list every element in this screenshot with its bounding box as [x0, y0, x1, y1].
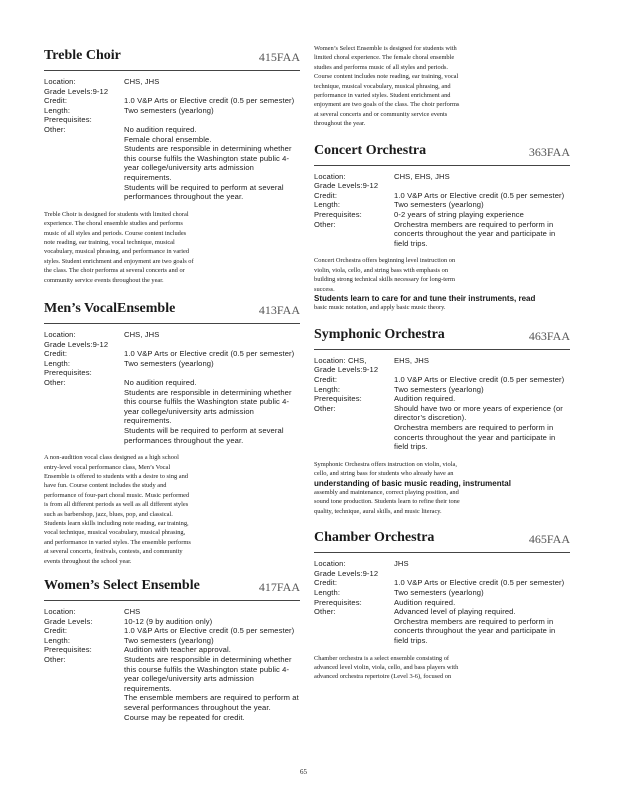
course-womens-select-ensemble: [44, 578, 300, 722]
credit-label: Credit:: [314, 375, 338, 385]
length-value: Two semesters (yearlong): [394, 384, 484, 394]
grade-value: [124, 87, 300, 97]
other-value: Students are responsible in determining whether this course fulfils the Washington state public 4-year college/university arts admission requirements. The ensemble members are required to perform at several performances throughout the year. Course may be repeated for credit.: [124, 654, 299, 722]
left-column: [44, 48, 300, 722]
divider: [314, 165, 570, 166]
course-title: Men’s VocalEnsemble: [44, 300, 176, 316]
length-label: Length:: [44, 358, 71, 368]
divider: [314, 349, 570, 350]
prereq-label: Prerequisites:: [44, 368, 92, 378]
location-value: CHS, JHS: [124, 329, 160, 339]
location-label: Location:: [44, 329, 76, 339]
prereq-value: [124, 115, 300, 125]
length-value: Two semesters (yearlong): [124, 105, 214, 115]
grade-label: Grade Levels:: [44, 616, 93, 626]
course-description: Chamber orchestra is a select ensemble consisting of advanced level violin, viola, cello, and bass players with advanced orchestra repertoire (Level 3-6), focused on: [314, 654, 459, 681]
grade-label: Grade Levels:9-12: [44, 339, 109, 349]
course-code: 417FAA: [258, 579, 300, 594]
course-code: 363FAA: [528, 144, 570, 159]
other-label: Other:: [44, 377, 66, 387]
grade-label: Grade Levels:9-12: [314, 568, 379, 578]
length-label: Length:: [314, 384, 341, 394]
location-label: Location:: [44, 606, 76, 616]
credit-value: 1.0 V&P Arts or Elective credit (0.5 per semester): [394, 578, 565, 588]
course-description: Symphonic Orchestra offers instruction on violin, viola, cello, and string bass for students who already have an understanding of basic music reading, instrumental assembly and maintenance, correct playing position, and sound tone production. Students learn to refine their tone quality, technique, aural skills, and music literacy.: [314, 460, 511, 515]
course-code: 415FAA: [258, 50, 300, 64]
course-title: Treble Choir: [44, 48, 121, 63]
prereq-value: Audition with teacher approval.: [124, 645, 231, 655]
length-value: Two semesters (yearlong): [394, 200, 484, 210]
divider: [44, 70, 300, 71]
credit-value: 1.0 V&P Arts or Elective credit (0.5 per semester): [124, 349, 295, 359]
credit-label: Credit:: [314, 190, 338, 200]
course-title: Women’s Select Ensemble: [44, 577, 200, 593]
location-label: Location: CHS,: [314, 355, 367, 365]
prereq-label: Prerequisites:: [314, 394, 362, 404]
other-value: No audition required. Female choral ensemble. Students are responsible in determining whether this course fulfils the Washington state public 4-year college/university arts admission requirements. Students will be required to perform at several performances throughout the year.: [124, 124, 292, 202]
credit-value: 1.0 V&P Arts or Elective credit (0.5 per semester): [124, 96, 295, 106]
course-description: Concert Orchestra offers beginning level instruction on violin, viola, cello, and string bass with emphasis on building strong technical skills necessary for long-term success. Students learn to care for and tune their instruments, read basic music notation, and apply basic music theory.: [314, 257, 536, 312]
other-label: Other:: [314, 219, 336, 229]
length-value: Two semesters (yearlong): [124, 358, 214, 368]
course-description-womens: Women’s Select Ensemble is designed for students with limited choral experience. The female choral ensemble studies and performs music of all styles and periods. Course content includes note reading, ear training, vocal technique, musical vocabulary, musical phrasing, and performance in varied styles. Student enrichment and enjoyment are two goals of the class. The choir performs at several concerts and or community service events throughout the year.: [314, 45, 460, 128]
location-value: CHS, JHS: [124, 77, 160, 86]
grade-value: 10-12 (9 by audition only): [124, 616, 213, 626]
course-code: 413FAA: [258, 302, 300, 317]
grade-label: Grade Levels:9-12: [314, 365, 379, 375]
credit-value: 1.0 V&P Arts or Elective credit (0.5 per semester): [394, 190, 565, 200]
location-label: Location:: [314, 171, 346, 181]
length-label: Length:: [44, 635, 71, 645]
location-label: Location:: [314, 559, 346, 569]
grade-label: Grade Levels:9-12: [44, 86, 109, 96]
course-title: Chamber Orchestra: [314, 530, 435, 546]
length-value: Two semesters (yearlong): [124, 635, 214, 645]
other-label: Other:: [314, 403, 336, 413]
location-label: Location:: [44, 77, 76, 86]
course-title: Symphonic Orchestra: [314, 326, 445, 342]
other-value: Should have two or more years of experience (or director’s discretion). Orchestra members are required to perform in concerts throughout the year and participate in field trips.: [394, 403, 563, 452]
grade-label: Grade Levels:9-12: [314, 181, 379, 191]
course-treble-choir: [44, 48, 300, 285]
grade-value: [124, 340, 300, 350]
divider: [44, 600, 300, 601]
credit-value: 1.0 V&P Arts or Elective credit (0.5 per semester): [394, 375, 565, 385]
course-symphonic-orchestra: [314, 327, 570, 516]
other-value: No audition required. Students are responsible in determining whether this course fulfils the Washington state public 4-year college/university arts admission requirements. Students will be required to perform at several performances throughout the year.: [124, 377, 292, 445]
course-description: A non-audition vocal class designed as a high school entry-level vocal performance class, Men’s Vocal Ensemble is offered to students with a desire to sing and have fun. Course content includes the study and performance of four-part choral music. Music performed is from all different periods as well as all different styles such as barbershop, jazz, blues, pop, and classical. Students learn skills including note reading, ear training, vocal technique, musical vocabulary, musical phrasing, and performance in varied styles. The ensemble performs at several concerts, festivals, contests, and community events throughout the school year.: [44, 454, 191, 565]
prereq-value: Audition required.: [394, 394, 456, 404]
other-value: Advanced level of playing required. Orchestra members are required to perform in concerts throughout the year and participate in field trips.: [394, 607, 556, 645]
prereq-label: Prerequisites:: [314, 210, 362, 220]
prereq-label: Prerequisites:: [44, 115, 92, 125]
divider: [314, 552, 570, 553]
right-column: [314, 44, 570, 682]
course-mens-vocal-ensemble: [44, 301, 300, 566]
divider: [44, 323, 300, 324]
course-description: Treble Choir is designed for students with limited choral experience. The choral ensemble studies and performs music of all styles and periods. Course content includes note reading, ear training, vocal technique, musical vocabulary, musical phrasing, and performance in varied styles. Student enrichment and enjoyment are two goals of the class. The choir performs at several concerts and or community service events throughout the year.: [44, 210, 194, 284]
course-chamber-orchestra: [314, 530, 570, 682]
length-label: Length:: [44, 105, 71, 115]
course-concert-orchestra: [314, 143, 570, 313]
other-value: Orchestra members are required to perform in concerts throughout the year and participate in field trips.: [394, 219, 556, 248]
length-value: Two semesters (yearlong): [394, 588, 484, 597]
page-number: 65: [300, 768, 307, 776]
length-label: Length:: [314, 588, 341, 597]
credit-label: Credit:: [44, 96, 68, 106]
credit-label: Credit:: [314, 578, 338, 588]
credit-value: 1.0 V&P Arts or Elective credit (0.5 per semester): [124, 626, 295, 636]
other-label: Other:: [44, 124, 66, 134]
location-value: JHS: [394, 559, 409, 569]
course-title: Concert Orchestra: [314, 142, 427, 158]
location-value: CHS: [124, 606, 141, 616]
prereq-value: 0-2 years of string playing experience: [394, 210, 525, 220]
credit-label: Credit:: [44, 349, 68, 359]
length-label: Length:: [314, 200, 341, 210]
location-value: CHS, EHS, JHS: [394, 171, 450, 181]
course-code: 463FAA: [528, 328, 570, 343]
credit-label: Credit:: [44, 626, 68, 636]
prereq-value: [124, 368, 300, 378]
course-code: 465FAA: [528, 532, 570, 547]
prereq-label: Prerequisites:: [44, 645, 92, 655]
other-label: Other:: [314, 607, 336, 617]
prereq-value: Audition required.: [394, 597, 456, 607]
other-label: Other:: [44, 654, 66, 664]
location-value: EHS, JHS: [394, 355, 429, 365]
prereq-label: Prerequisites:: [314, 597, 362, 607]
